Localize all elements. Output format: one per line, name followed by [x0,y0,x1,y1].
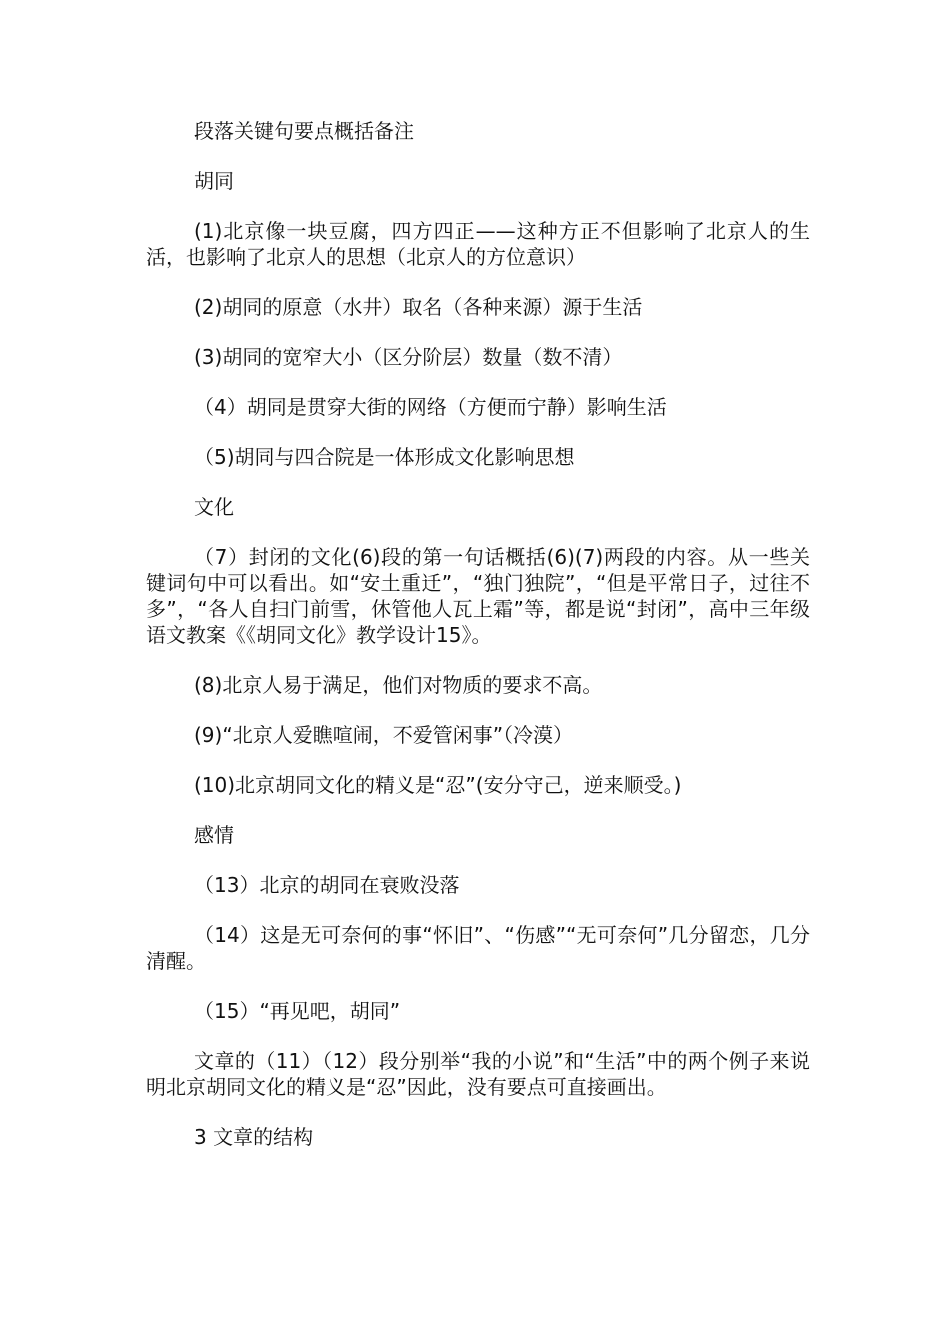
paragraph-note-11-12: 文章的（11）（12）段分别举“我的小说”和“生活”中的两个例子来说明北京胡同文化的精义是“忍”因此，没有要点可直接画出。 [146,1049,810,1099]
paragraph-item-3: (3)胡同的宽窄大小（区分阶层）数量（数不清） [194,345,623,369]
paragraph-item-4: （4）胡同是贯穿大街的网络（方便而宁静）影响生活 [194,395,667,419]
paragraph-item-5: （5)胡同与四合院是一体形成文化影响思想 [194,445,575,469]
paragraph-item-8: (8)北京人易于满足，他们对物质的要求不高。 [194,673,603,697]
section-title-hutong: 胡同 [194,169,234,193]
paragraph-item-2: (2)胡同的原意（水井）取名（各种来源）源于生活 [194,295,643,319]
paragraph-item-14: （14）这是无可奈何的事“怀旧”、“伤感”“无可奈何”几分留恋，几分清醒。 [146,923,810,973]
section-title-culture: 文化 [194,495,234,519]
heading-paragraph-summary: 段落关键句要点概括备注 [194,119,414,143]
section-title-structure: 3 文章的结构 [194,1125,314,1149]
document-body [146,118,810,1150]
paragraph-item-9: (9)“北京人爱瞧喧闹，不爱管闲事”（冷漠） [194,723,574,747]
paragraph-item-1: (1)北京像一块豆腐，四方四正——这种方正不但影响了北京人的生活，也影响了北京人的思想（北京人的方位意识） [146,219,810,269]
section-title-emotion: 感情 [194,823,234,847]
paragraph-item-13: （13）北京的胡同在衰败没落 [194,873,460,897]
paragraph-item-10: (10)北京胡同文化的精义是“忍”(安分守己，逆来顺受。) [194,773,682,797]
paragraph-item-7: （7）封闭的文化(6)段的第一句话概括(6)(7)两段的内容。从一些关键词句中可以看出。如“安土重迁”，“独门独院”，“但是平常日子，过往不多”，“各人自扫门前雪，休管他人瓦上霜”等，都是说“封闭”，高中三年级语文教案《《胡同文化》教学设计15》。 [146,545,810,647]
paragraph-item-15: （15）“再见吧，胡同” [194,999,401,1023]
